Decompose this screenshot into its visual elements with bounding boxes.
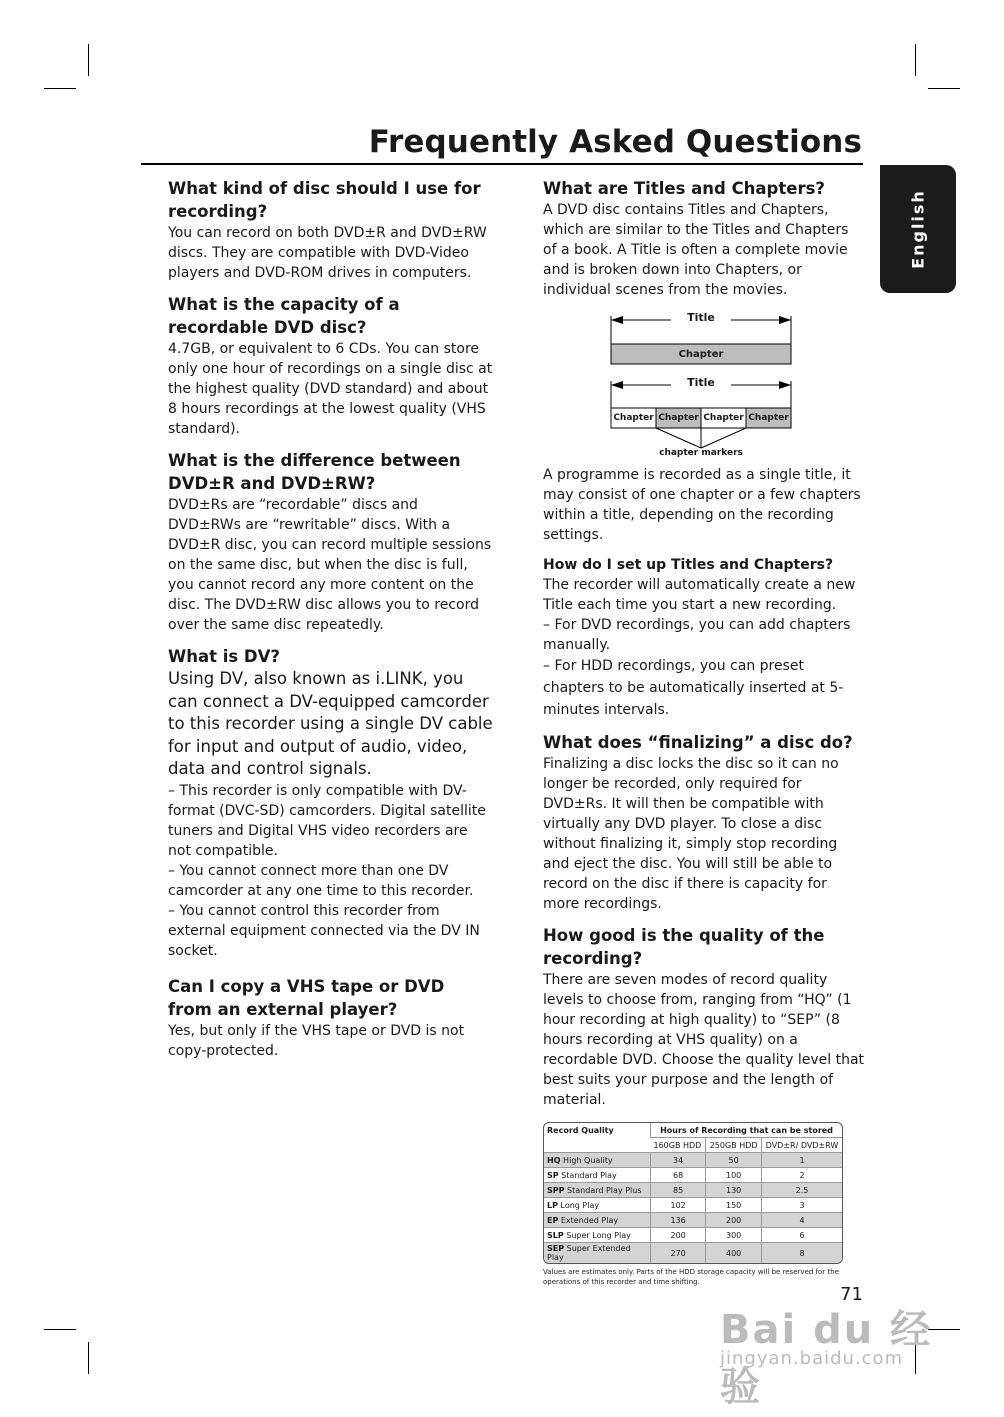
table-cell: 300 — [706, 1228, 762, 1243]
table-subheader: 250GB HDD — [706, 1138, 762, 1153]
table-cell: 270 — [651, 1243, 706, 1264]
faq-answer: Using DV, also known as i.LINK, you can connect a DV-equipped camcorder to this recorder using a single DV cable for input and output of audio, video, data and control signals. — [168, 669, 493, 778]
table-cell: 85 — [651, 1183, 706, 1198]
table-footnote: Values are estimates only. Parts of the HDD storage capacity will be reserved for the operations of this recorder and time shifting. — [543, 1268, 839, 1286]
mode-code: LP — [547, 1200, 558, 1210]
page-title: Frequently Asked Questions — [368, 124, 862, 160]
faq-answer: 4.7GB, or equivalent to 6 CDs. You can store only one hour of recordings on a single disc at the highest quality (DVD standard) and about 8 hours recordings at the lowest quality (VHS standard). — [168, 341, 493, 437]
crop-mark — [44, 1329, 76, 1330]
mode-code: SEP — [547, 1244, 565, 1253]
diagram-chapter-bar: Chapter — [678, 349, 724, 360]
crop-mark — [44, 88, 76, 89]
crop-mark — [928, 88, 960, 89]
table-cell: 2 — [762, 1168, 843, 1183]
faq-subquestion: How do I set up Titles and Chapters? — [543, 557, 834, 573]
crop-mark — [915, 44, 916, 76]
table-subheader: DVD±R/ DVD±RW — [762, 1138, 843, 1153]
table-cell: 136 — [651, 1213, 706, 1228]
table-row — [544, 1213, 842, 1228]
diagram-chapter-cell: Chapter — [613, 413, 654, 423]
faq-bullet: – This recorder is only compatible with DV-format (DVC-SD) camcorders. Digital satellite tuners and Digital VHS video recorders are not compatible. — [168, 782, 486, 859]
mode-name: Extended Play — [560, 1215, 619, 1225]
table-cell: 3 — [762, 1198, 843, 1213]
watermark-brand: Bai du 经验 — [720, 1307, 933, 1410]
table-row — [544, 1183, 842, 1198]
baidu-watermark — [712, 1290, 952, 1410]
diagram-chapter-cell: Chapter — [658, 413, 699, 423]
faq-bullet: – For HDD recordings, you can preset chapters to be automatically inserted at 5-minutes intervals. — [543, 658, 844, 718]
faq-question: What kind of disc should I use for recording? — [168, 179, 481, 221]
faq-question: What does “finalizing” a disc do? — [543, 733, 853, 752]
table-cell: 1 — [762, 1153, 843, 1168]
faq-answer: Yes, but only if the VHS tape or DVD is not copy-protected. — [168, 1022, 465, 1059]
faq-question: What are Titles and Chapters? — [543, 179, 825, 198]
faq-question: What is the capacity of a recordable DVD disc? — [168, 295, 400, 337]
diagram-title-label: Title — [671, 311, 731, 325]
titles-chapters-diagram — [543, 300, 865, 465]
table-cell: 4 — [762, 1213, 843, 1228]
faq-question: Can I copy a VHS tape or DVD from an external player? — [168, 976, 445, 1019]
mode-name: Standard Play Plus — [567, 1185, 642, 1195]
table-cell: 400 — [706, 1243, 762, 1264]
faq-answer: There are seven modes of record quality levels to choose from, ranging from “HQ” (1 hour recording at high quality) to “SEP” (8 hours recording at VHS quality) on a recordable DVD. Choose the quality level that best suits your purpose and the length of material. — [543, 972, 865, 1108]
mode-code: SLP — [547, 1230, 564, 1240]
table-cell: 50 — [706, 1153, 762, 1168]
table-cell: 100 — [706, 1168, 762, 1183]
table-cell: 68 — [651, 1168, 706, 1183]
crop-mark — [88, 44, 89, 76]
language-tab-label: English — [908, 189, 928, 269]
faq-question: How good is the quality of the recording? — [543, 926, 825, 968]
crop-mark — [88, 1342, 89, 1374]
mode-name: High Quality — [563, 1155, 613, 1165]
page-number: 71 — [840, 1284, 863, 1305]
title-rule — [141, 163, 863, 165]
right-column — [543, 177, 865, 1287]
table-cell: 8 — [762, 1243, 843, 1264]
mode-name: Super Long Play — [566, 1230, 631, 1240]
faq-question: What is the difference between DVD±R and DVD±RW? — [168, 451, 461, 493]
diagram-markers-label: chapter markers — [659, 448, 743, 458]
table-row — [544, 1228, 842, 1243]
mode-code: HQ — [547, 1155, 561, 1165]
faq-answer: A DVD disc contains Titles and Chapters, which are similar to the Titles and Chapters of a book. A Title is often a complete movie and is broken down into Chapters, or individual scenes from the movies. — [543, 202, 849, 298]
table-row — [544, 1153, 842, 1168]
faq-answer: A programme is recorded as a single title, it may consist of one chapter or a few chapters within a title, depending on the recording settings. — [543, 467, 861, 543]
table-header-quality: Record Quality — [547, 1126, 614, 1135]
record-quality-table — [543, 1122, 843, 1264]
faq-answer: DVD±Rs are “recordable” discs and DVD±RWs are “rewritable” discs. With a DVD±R disc, you can record multiple sessions on the same disc, but when the disc is full, you cannot record any more content on the disc. The DVD±RW disc allows you to record over the same disc repeatedly. — [168, 497, 492, 633]
table-row — [544, 1198, 842, 1213]
mode-code: EP — [547, 1215, 559, 1225]
language-tab — [880, 165, 956, 293]
faq-question: What is DV? — [168, 647, 280, 666]
left-column — [168, 177, 493, 1061]
table-row — [544, 1243, 842, 1264]
faq-bullet: – For DVD recordings, you can add chapters manually. — [543, 617, 851, 653]
faq-answer: The recorder will automatically create a new Title each time you start a new recording. — [543, 577, 856, 613]
diagram-chapter-cell: Chapter — [703, 413, 744, 423]
table-cell: 2.5 — [762, 1183, 843, 1198]
table-cell: 200 — [706, 1213, 762, 1228]
table-header-hours: Hours of Recording that can be stored — [651, 1123, 843, 1138]
table-cell: 34 — [651, 1153, 706, 1168]
mode-name: Standard Play — [561, 1170, 617, 1180]
table-subheader: 160GB HDD — [651, 1138, 706, 1153]
faq-answer: Finalizing a disc locks the disc so it can no longer be recorded, only required for DVD±Rs. It will then be compatible with virtually any DVD player. To close a disc without finalizing it, simply stop recording and eject the disc. You will still be able to record on the disc if there is capacity for more recordings. — [543, 756, 839, 912]
mode-code: SP — [547, 1170, 559, 1180]
faq-bullet: – You cannot connect more than one DV camcorder at any one time to this recorder. — [168, 862, 474, 899]
faq-bullet: – You cannot control this recorder from external equipment connected via the DV IN socket. — [168, 902, 480, 959]
faq-answer: You can record on both DVD±R and DVD±RW discs. They are compatible with DVD-Video players and DVD-ROM drives in computers. — [168, 225, 487, 281]
table-row — [544, 1168, 842, 1183]
mode-name: Super Extended Play — [547, 1244, 631, 1262]
table-cell: 102 — [651, 1198, 706, 1213]
table-cell: 200 — [651, 1228, 706, 1243]
table-cell: 6 — [762, 1228, 843, 1243]
table-cell: 150 — [706, 1198, 762, 1213]
diagram-chapter-cell: Chapter — [748, 413, 789, 423]
table-cell: 130 — [706, 1183, 762, 1198]
watermark-url: jingyan.baidu.com — [720, 1348, 904, 1369]
mode-name: Long Play — [560, 1200, 600, 1210]
diagram-title-label: Title — [671, 376, 731, 390]
mode-code: SPP — [547, 1185, 565, 1195]
